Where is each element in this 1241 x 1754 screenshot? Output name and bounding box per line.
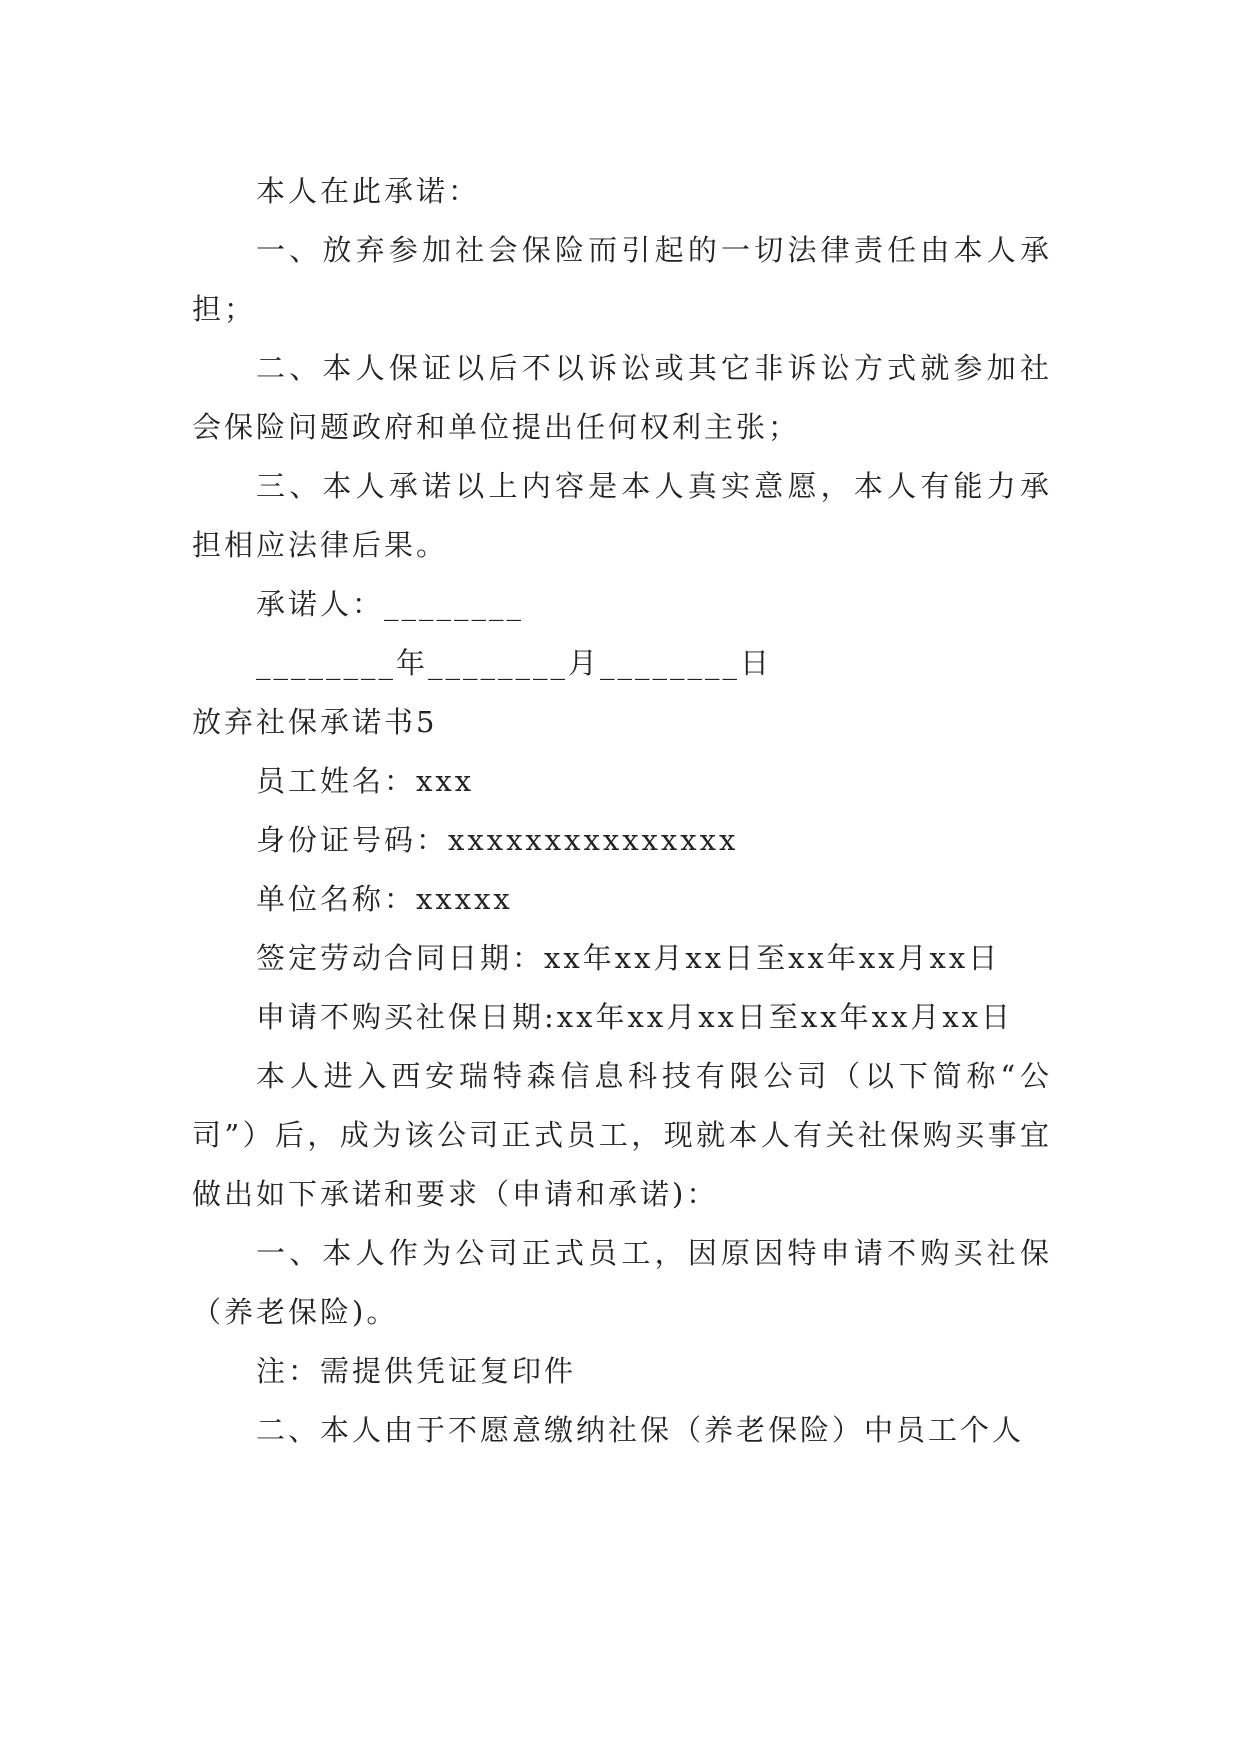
paragraph-statement: 本人进入西安瑞特森信息科技有限公司（以下简称“公司”）后，成为该公司正式员工，现就本人有关社保购买事宜做出如下承诺和要求（申请和承诺)： xyxy=(192,1059,1052,1211)
employee-name-line: 员工姓名：xxx xyxy=(256,764,475,798)
paragraph-request-2: 二、本人由于不愿意缴纳社保（养老保险）中员工个人 xyxy=(256,1413,1025,1447)
no-insurance-date-line: 申请不购买社保日期:xx年xx月xx日至xx年xx月xx日 xyxy=(256,1000,1014,1034)
paragraph-item-3: 三、本人承诺以上内容是本人真实意愿，本人有能力承担相应法律后果。 xyxy=(192,469,1052,562)
paragraph-request-1: 一、本人作为公司正式员工，因原因特申请不购买社保（养老保险)。 xyxy=(192,1236,1052,1329)
company-name-line: 单位名称：xxxxx xyxy=(256,882,513,916)
paragraph-commitment-intro: 本人在此承诺： xyxy=(256,174,481,208)
paragraph-item-2: 二、本人保证以后不以诉讼或其它非诉讼方式就参加社会保险问题政府和单位提出任何权利主张； xyxy=(192,351,1052,444)
contract-date-line: 签定劳动合同日期：xx年xx月xx日至xx年xx月xx日 xyxy=(256,941,1001,975)
document-body xyxy=(192,162,1052,1460)
id-number-line: 身份证号码：xxxxxxxxxxxxxxx xyxy=(256,823,739,857)
date-line: ________年________月________日 xyxy=(256,646,773,680)
paragraph-note: 注：需提供凭证复印件 xyxy=(256,1354,577,1388)
signature-line: 承诺人：________ xyxy=(256,587,525,621)
paragraph-item-1: 一、放弃参加社会保险而引起的一切法律责任由本人承担； xyxy=(192,233,1052,326)
section-title: 放弃社保承诺书5 xyxy=(192,705,438,739)
